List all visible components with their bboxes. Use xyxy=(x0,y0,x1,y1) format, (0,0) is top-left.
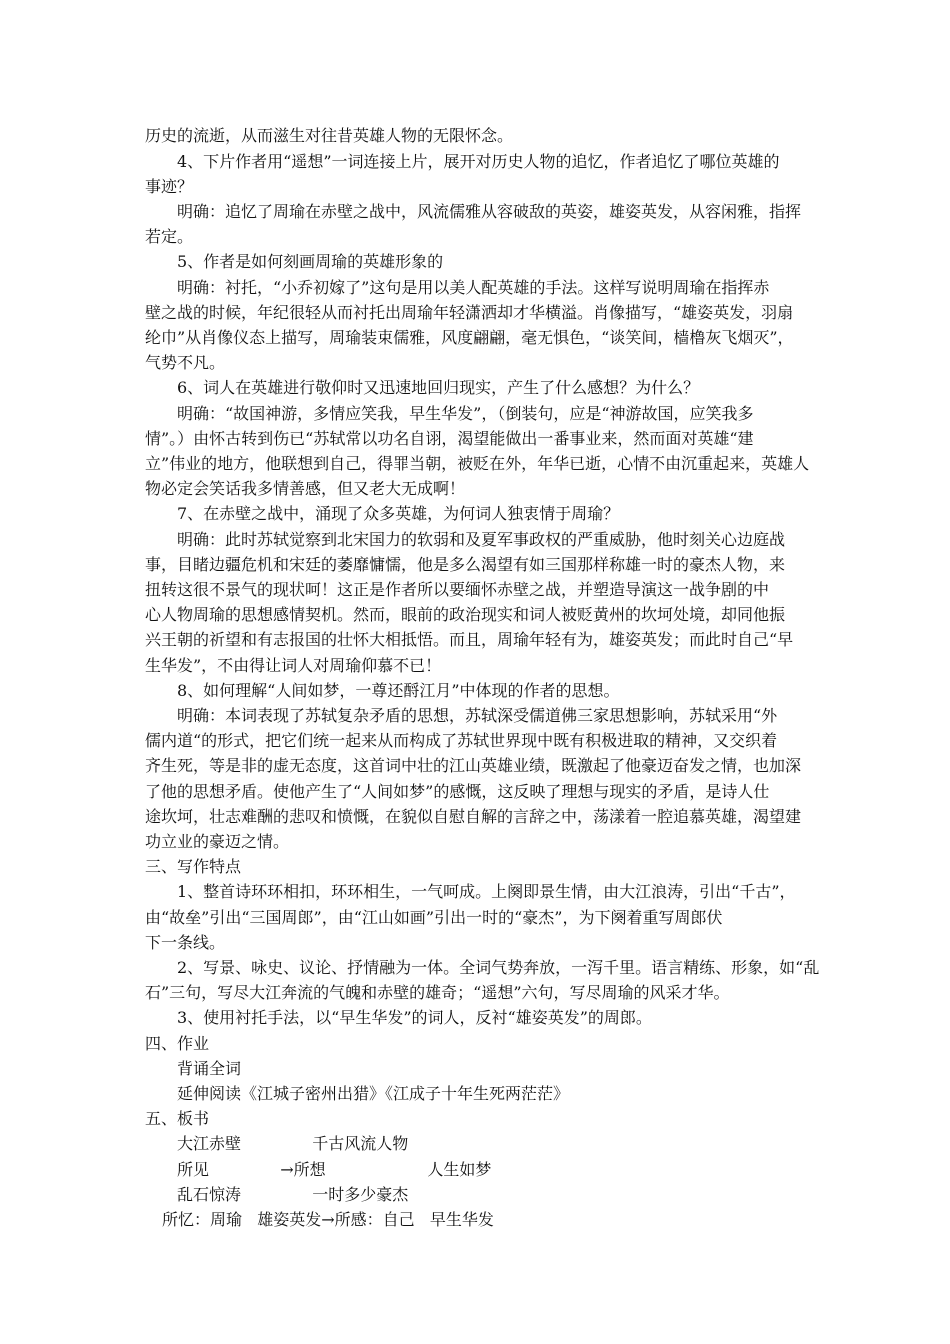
feature-3: 3、使用衬托手法，以“早生华发”的词人，反衬“雄姿英发”的周郎。 xyxy=(177,1008,652,1027)
question-6: 6、词人在英雄进行敬仰时又迅速地回归现实，产生了什么感想？为什么？ xyxy=(177,378,700,397)
text-line: 功立业的豪迈之情。 xyxy=(145,832,290,851)
board-row: 所见 →所想 人生如梦 xyxy=(177,1160,492,1179)
text-line: 下一条线。 xyxy=(145,933,226,952)
section-heading-writing-features: 三、写作特点 xyxy=(145,857,242,876)
answer-6: 明确：“故国神游，多情应笑我，早生华发”，（倒装句，应是“神游故国，应笑我多 xyxy=(177,404,754,423)
answer-5: 明确：衬托，“小乔初嫁了”这句是用以美人配英雄的手法。这样写说明周瑜在指挥赤 xyxy=(177,278,770,297)
homework-item: 延伸阅读《江城子密州出猎》《江成子十年生死两茫茫》 xyxy=(177,1084,570,1103)
text-line: 兴王朝的祈望和有志报国的壮怀大相抵悟。而且，周瑜年轻有为，雄姿英发；而此时自己“早 xyxy=(145,630,794,649)
homework-item: 背诵全词 xyxy=(177,1059,242,1078)
text-line: 物必定会笑话我多情善感，但又老大无成啊！ xyxy=(145,479,466,498)
text-line: 扭转这很不景气的现状呵！这正是作者所以要缅怀赤壁之战，并塑造导演这一战争剧的中 xyxy=(145,580,770,599)
answer-7: 明确：此时苏轼觉察到北宋国力的软弱和及夏军事政权的严重威胁，他时刻关心边庭战 xyxy=(177,530,786,549)
answer-8: 明确：本词表现了苏轼复杂矛盾的思想，苏轼深受儒道佛三家思想影响，苏轼采用“外 xyxy=(177,706,778,725)
text-line: 历史的流逝，从而滋生对往昔英雄人物的无限怀念。 xyxy=(145,126,514,145)
text-line: 立”伟业的地方，他联想到自己，得罪当朝，被贬在外，年华已逝，心情不由沉重起来，英雄人 xyxy=(145,454,810,473)
section-heading-blackboard: 五、板书 xyxy=(145,1109,210,1128)
text-line: 儒内道“的形式，把它们统一起来从而构成了苏轼世界现中既有积极进取的精神，又交织着 xyxy=(145,731,778,750)
text-line: 气势不凡。 xyxy=(145,353,226,372)
question-5: 5、作者是如何刻画周瑜的英雄形象的 xyxy=(177,252,444,271)
question-7: 7、在赤壁之战中，涌现了众多英雄，为何词人独衷情于周瑜？ xyxy=(177,504,620,523)
board-row: 所忆：周瑜 雄姿英发→所感：自己 早生华发 xyxy=(162,1210,494,1229)
text-line: 纶巾”从肖像仪态上描写，周瑜装束儒雅，风度翩翩，毫无惧色，“谈笑间，樯橹灰飞烟灭”， xyxy=(145,328,794,347)
text-line: 途坎坷，壮志难酬的悲叹和愤慨，在貌似自慰自解的言辞之中，荡漾着一腔追慕英雄，渴望建 xyxy=(145,807,802,826)
text-line: 情”。）由怀古转到伤已“苏轼常以功名自诩，渴望能做出一番事业来，然而面对英雄“建 xyxy=(145,429,754,448)
text-line: 了他的思想矛盾。使他产生了“人间如梦”的感慨，这反映了理想与现实的矛盾，是诗人仕 xyxy=(145,782,770,801)
text-line: 壁之战的时候，年纪很轻从而衬托出周瑜年轻潇洒却才华横溢。肖像描写，“雄姿英发，羽扇 xyxy=(145,303,794,322)
text-line: 石”三句，写尽大江奔流的气魄和赤壁的雄奇；“遥想”六句，写尽周瑜的风采才华。 xyxy=(145,983,730,1002)
board-row: 大江赤壁 千古风流人物 xyxy=(177,1134,409,1153)
feature-2: 2、写景、咏史、议论、抒情融为一体。全词气势奔放，一泻千里。语言精练、形象，如“乱 xyxy=(177,958,820,977)
answer-4: 明确：追忆了周瑜在赤壁之战中，风流儒雅从容破敌的英姿，雄姿英发，从容闲雅，指挥 xyxy=(177,202,802,221)
text-line: 心人物周瑜的思想感情契机。然而，眼前的政治现实和词人被贬黄州的坎坷处境，却同他振 xyxy=(145,605,786,624)
text-line: 齐生死，等是非的虚无态度，这首词中壮的江山英雄业绩，既激起了他豪迈奋发之情，也加深 xyxy=(145,756,802,775)
text-line: 若定。 xyxy=(145,227,194,246)
text-line: 事，目睹边疆危机和宋廷的萎靡慵懦，他是多么渴望有如三国那样称雄一时的豪杰人物，来 xyxy=(145,555,786,574)
feature-1: 1、整首诗环环相扣，环环相生，一气呵成。上阕即景生情，由大江浪涛，引出“千古”， xyxy=(177,882,796,901)
section-heading-homework: 四、作业 xyxy=(145,1034,210,1053)
text-line: 事迹？ xyxy=(145,177,194,196)
question-4: 4、下片作者用“遥想”一词连接上片，展开对历史人物的追忆，作者追忆了哪位英雄的 xyxy=(177,152,780,171)
board-row: 乱石惊涛 一时多少豪杰 xyxy=(177,1185,409,1204)
question-8: 8、如何理解“人间如梦，一尊还酹江月”中体现的作者的思想。 xyxy=(177,681,620,700)
text-line: 由“故垒”引出“三国周郎”，由“江山如画”引出一时的“豪杰”，为下阕着重写周郎伏 xyxy=(145,908,723,927)
text-line: 生华发”，不由得让词人对周瑜仰慕不已！ xyxy=(145,656,442,675)
